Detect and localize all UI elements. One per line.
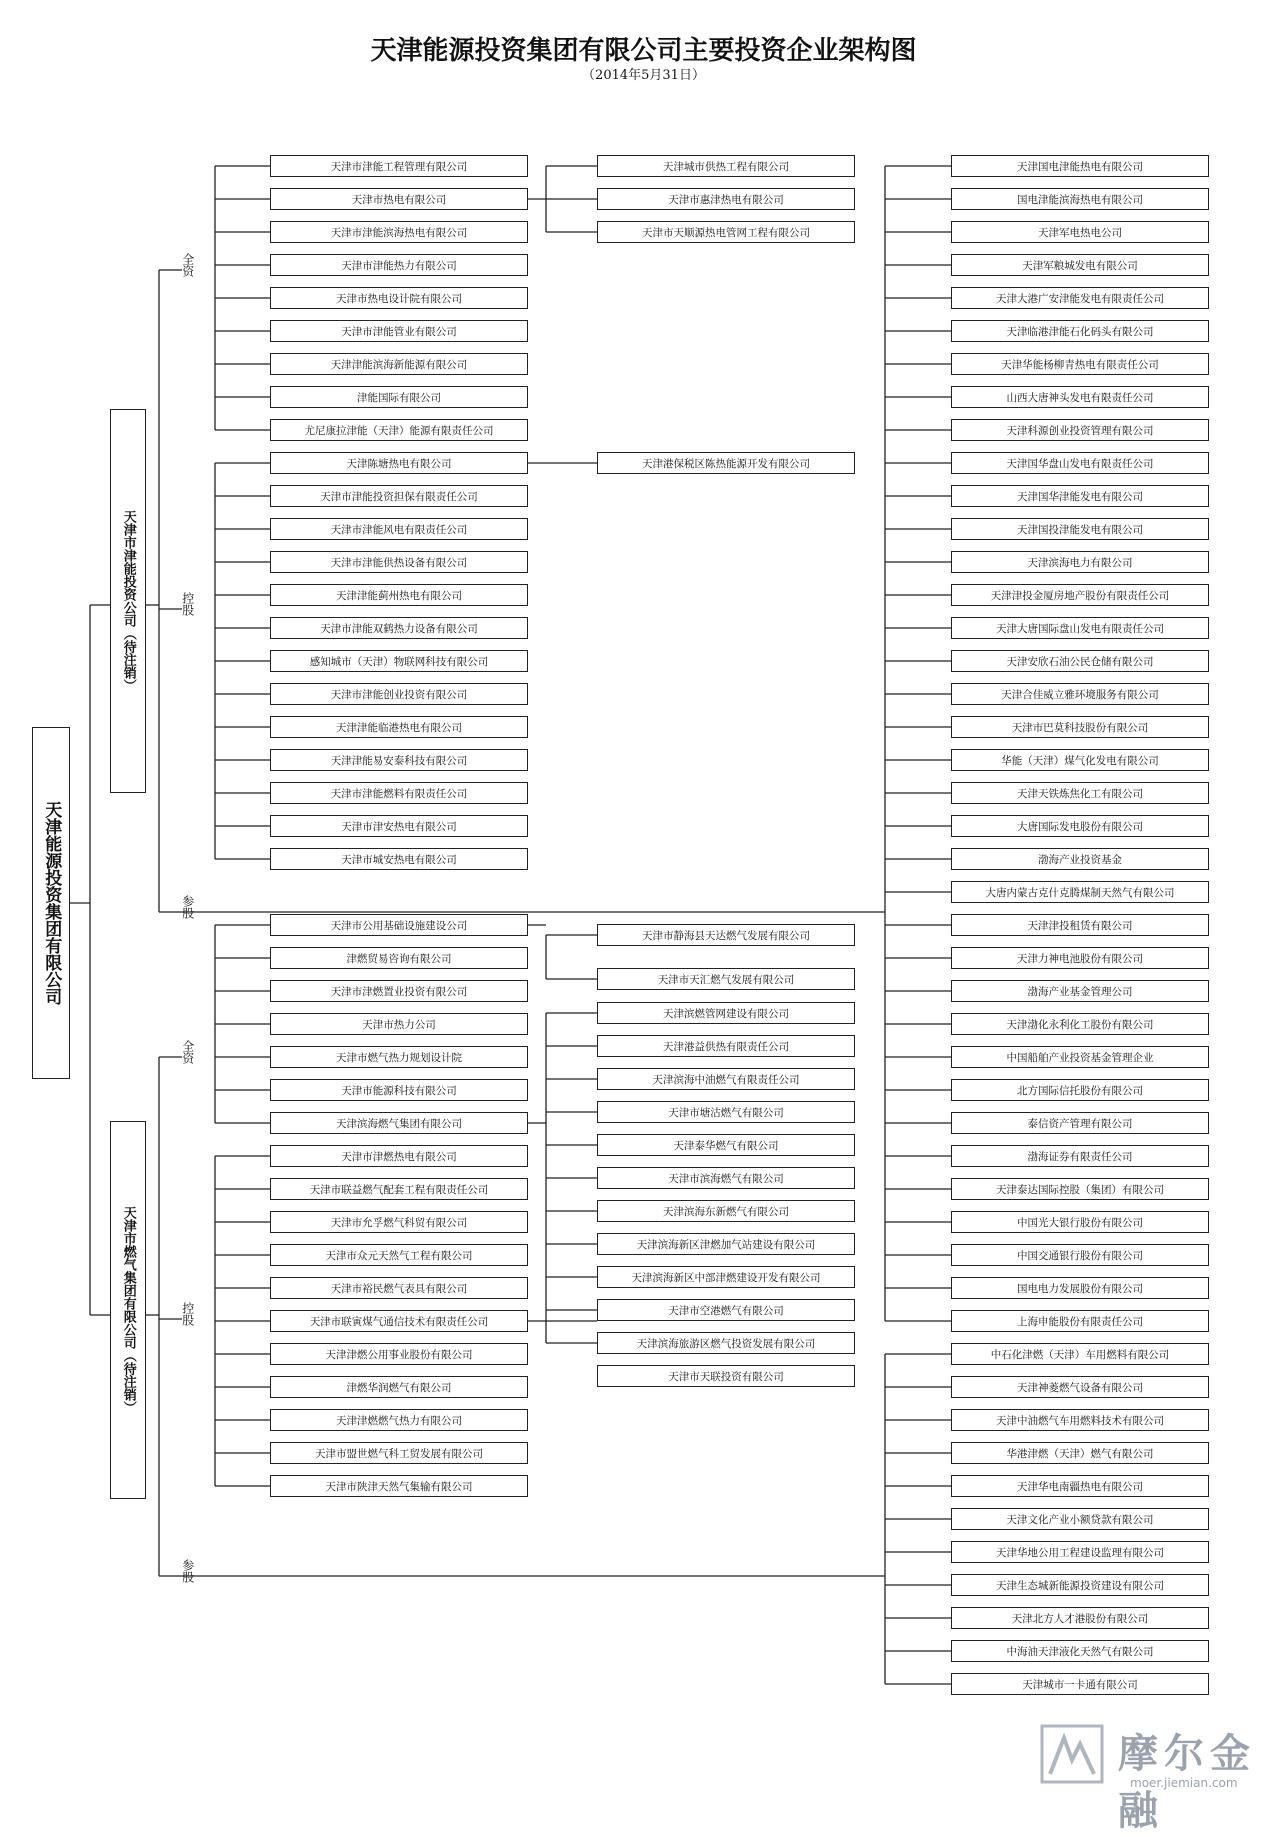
shareholding-company-box: 天津大港广安津能发电有限责任公司	[951, 287, 1209, 309]
company-box: 天津市燃气热力规划设计院	[270, 1046, 528, 1068]
holding-type-label: 控股	[180, 1302, 195, 1326]
watermark	[1040, 1720, 1280, 1834]
shareholding-company-box: 中国光大银行股份有限公司	[951, 1211, 1209, 1233]
shareholding-company-box: 渤海产业基金管理公司	[951, 980, 1209, 1002]
shareholding-company-box: 天津国电津能热电有限公司	[951, 155, 1209, 177]
company-box: 天津津能蓟州热电有限公司	[270, 584, 528, 606]
second-level-company-box: 天津市静海县天达燃气发展有限公司	[597, 924, 855, 946]
shareholding-company-box: 渤海产业投资基金	[951, 848, 1209, 870]
company-box: 天津市津能滨海热电有限公司	[270, 221, 528, 243]
shareholding-company-box: 天津生态城新能源投资建设有限公司	[951, 1574, 1209, 1596]
second-level-company-box: 天津城市供热工程有限公司	[597, 155, 855, 177]
company-box: 天津市津能创业投资有限公司	[270, 683, 528, 705]
shareholding-company-box: 天津国投津能发电有限公司	[951, 518, 1209, 540]
shareholding-company-box: 天津神菱燃气设备有限公司	[951, 1376, 1209, 1398]
subsidiary-box-text: 天津市燃气集团有限公司（待注销）	[120, 1206, 136, 1414]
company-box: 天津津能易安泰科技有限公司	[270, 749, 528, 771]
shareholding-company-box: 北方国际信托股份有限公司	[951, 1079, 1209, 1101]
second-level-company-box: 天津市天汇燃气发展有限公司	[597, 968, 855, 990]
company-box: 天津市津能管业有限公司	[270, 320, 528, 342]
shareholding-company-box: 大唐国际发电股份有限公司	[951, 815, 1209, 837]
shareholding-company-box: 天津力神电池股份有限公司	[951, 947, 1209, 969]
shareholding-company-box: 天津滨海电力有限公司	[951, 551, 1209, 573]
second-level-company-box: 天津市惠津热电有限公司	[597, 188, 855, 210]
date-subtitle: （2014年5月31日）	[582, 68, 705, 83]
company-box: 天津市津能双鹤热力设备有限公司	[270, 617, 528, 639]
second-level-company-box: 天津港益供热有限责任公司	[597, 1035, 855, 1057]
second-level-company-box: 天津滨海新区中部津燃建设开发有限公司	[597, 1266, 855, 1288]
root-company-box	[32, 727, 70, 1079]
company-box: 天津市津能投资担保有限责任公司	[270, 485, 528, 507]
shareholding-company-box: 中国交通银行股份有限公司	[951, 1244, 1209, 1266]
shareholding-company-box: 天津大唐国际盘山发电有限责任公司	[951, 617, 1209, 639]
shareholding-company-box: 天津中油燃气车用燃料技术有限公司	[951, 1409, 1209, 1431]
second-level-company-box: 天津市天顺源热电管网工程有限公司	[597, 221, 855, 243]
shareholding-company-box: 天津泰达国际控股（集团）有限公司	[951, 1178, 1209, 1200]
company-box: 天津市公用基础设施建设公司	[270, 914, 528, 936]
shareholding-company-box: 天津合佳威立雅环境服务有限公司	[951, 683, 1209, 705]
company-box: 天津市津燃置业投资有限公司	[270, 980, 528, 1002]
company-box: 天津陈塘热电有限公司	[270, 452, 528, 474]
company-box: 尤尼康拉津能（天津）能源有限责任公司	[270, 419, 528, 441]
shareholding-company-box: 天津华能杨柳青热电有限责任公司	[951, 353, 1209, 375]
shareholding-company-box: 中石化津燃（天津）车用燃料有限公司	[951, 1343, 1209, 1365]
second-level-company-box: 天津港保税区陈热能源开发有限公司	[597, 452, 855, 474]
second-level-company-box: 天津滨海旅游区燃气投资发展有限公司	[597, 1332, 855, 1354]
second-level-company-box: 天津滨燃管网建设有限公司	[597, 1002, 855, 1024]
company-box: 感知城市（天津）物联网科技有限公司	[270, 650, 528, 672]
shareholding-company-box: 天津津投金厦房地产股份有限责任公司	[951, 584, 1209, 606]
company-box: 天津市能源科技有限公司	[270, 1079, 528, 1101]
watermark-url: moer.jiemian.com	[1130, 1776, 1238, 1790]
second-level-company-box: 天津市滨海燃气有限公司	[597, 1167, 855, 1189]
shareholding-company-box: 国电津能滨海热电有限公司	[951, 188, 1209, 210]
shareholding-company-box: 天津国华津能发电有限公司	[951, 485, 1209, 507]
company-box: 天津市津燃热电有限公司	[270, 1145, 528, 1167]
company-box: 天津津能临港热电有限公司	[270, 716, 528, 738]
second-level-company-box: 天津滨海中油燃气有限责任公司	[597, 1068, 855, 1090]
shareholding-company-box: 天津市巴莫科技股份有限公司	[951, 716, 1209, 738]
shareholding-company-box: 天津天铁炼焦化工有限公司	[951, 782, 1209, 804]
company-box: 天津市津能供热设备有限公司	[270, 551, 528, 573]
shareholding-company-box: 天津国华盘山发电有限责任公司	[951, 452, 1209, 474]
company-box: 津能国际有限公司	[270, 386, 528, 408]
company-box: 津燃华润燃气有限公司	[270, 1376, 528, 1398]
second-level-company-box: 天津滨海东新燃气有限公司	[597, 1200, 855, 1222]
shareholding-company-box: 华港津燃（天津）燃气有限公司	[951, 1442, 1209, 1464]
second-level-company-box: 天津市天联投资有限公司	[597, 1365, 855, 1387]
subsidiary-box	[110, 409, 146, 793]
shareholding-company-box: 天津渤化永利化工股份有限公司	[951, 1013, 1209, 1035]
holding-type-label: 参股	[180, 895, 195, 919]
shareholding-company-box: 天津津投租赁有限公司	[951, 914, 1209, 936]
shareholding-company-box: 天津安欣石油公民仓储有限公司	[951, 650, 1209, 672]
company-box: 天津津燃公用事业股份有限公司	[270, 1343, 528, 1365]
company-box: 天津市允孚燃气科贸有限公司	[270, 1211, 528, 1233]
shareholding-company-box: 天津文化产业小额贷款有限公司	[951, 1508, 1209, 1530]
company-box: 天津滨海燃气集团有限公司	[270, 1112, 528, 1134]
page-title: 天津能源投资集团有限公司主要投资企业架构图	[370, 36, 917, 66]
second-level-company-box: 天津市空港燃气有限公司	[597, 1299, 855, 1321]
watermark-brand: 摩尔金融	[1118, 1731, 1256, 1834]
shareholding-company-box: 渤海证券有限责任公司	[951, 1145, 1209, 1167]
company-box: 天津津燃燃气热力有限公司	[270, 1409, 528, 1431]
subsidiary-box	[110, 1121, 146, 1499]
company-box: 天津市盟世燃气科工贸发展有限公司	[270, 1442, 528, 1464]
shareholding-company-box: 天津军电热电公司	[951, 221, 1209, 243]
shareholding-company-box: 中海油天津液化天然气有限公司	[951, 1640, 1209, 1662]
shareholding-company-box: 天津科源创业投资管理有限公司	[951, 419, 1209, 441]
company-box: 天津市津能热力有限公司	[270, 254, 528, 276]
company-box: 天津市津安热电有限公司	[270, 815, 528, 837]
watermark-logo-icon	[1040, 1724, 1104, 1784]
company-box: 天津津能滨海新能源有限公司	[270, 353, 528, 375]
company-box: 天津市陕津天然气集输有限公司	[270, 1475, 528, 1497]
company-box: 津燃贸易咨询有限公司	[270, 947, 528, 969]
holding-type-label: 全资	[180, 253, 195, 277]
company-box: 天津市津能燃料有限责任公司	[270, 782, 528, 804]
shareholding-company-box: 山西大唐神头发电有限责任公司	[951, 386, 1209, 408]
shareholding-company-box: 华能（天津）煤气化发电有限公司	[951, 749, 1209, 771]
shareholding-company-box: 上海申能股份有限责任公司	[951, 1310, 1209, 1332]
shareholding-company-box: 中国船舶产业投资基金管理企业	[951, 1046, 1209, 1068]
shareholding-company-box: 天津临港津能石化码头有限公司	[951, 320, 1209, 342]
root-company-box-text: 天津能源投资集团有限公司	[41, 801, 62, 1005]
company-box: 天津市联益燃气配套工程有限责任公司	[270, 1178, 528, 1200]
shareholding-company-box: 天津华电南疆热电有限公司	[951, 1475, 1209, 1497]
shareholding-company-box: 天津北方人才港股份有限公司	[951, 1607, 1209, 1629]
company-box: 天津市城安热电有限公司	[270, 848, 528, 870]
holding-type-label: 控股	[180, 592, 195, 616]
company-box: 天津市热电有限公司	[270, 188, 528, 210]
subsidiary-box-text: 天津市津能投资公司（待注销）	[120, 510, 136, 692]
company-box: 天津市裕民燃气表具有限公司	[270, 1277, 528, 1299]
holding-type-label: 全资	[180, 1040, 195, 1064]
company-box: 天津市联寅煤气通信技术有限责任公司	[270, 1310, 528, 1332]
company-box: 天津市众元天然气工程有限公司	[270, 1244, 528, 1266]
company-box: 天津市热力公司	[270, 1013, 528, 1035]
second-level-company-box: 天津市塘沽燃气有限公司	[597, 1101, 855, 1123]
shareholding-company-box: 天津城市一卡通有限公司	[951, 1673, 1209, 1695]
second-level-company-box: 天津泰华燃气有限公司	[597, 1134, 855, 1156]
company-box: 天津市热电设计院有限公司	[270, 287, 528, 309]
holding-type-label: 参股	[180, 1559, 195, 1583]
shareholding-company-box: 大唐内蒙古克什克腾煤制天然气有限公司	[951, 881, 1209, 903]
shareholding-company-box: 国电电力发展股份有限公司	[951, 1277, 1209, 1299]
shareholding-company-box: 天津华地公用工程建设监理有限公司	[951, 1541, 1209, 1563]
shareholding-company-box: 天津军粮城发电有限公司	[951, 254, 1209, 276]
company-box: 天津市津能工程管理有限公司	[270, 155, 528, 177]
shareholding-company-box: 泰信资产管理有限公司	[951, 1112, 1209, 1134]
second-level-company-box: 天津滨海新区津燃加气站建设有限公司	[597, 1233, 855, 1255]
company-box: 天津市津能风电有限责任公司	[270, 518, 528, 540]
